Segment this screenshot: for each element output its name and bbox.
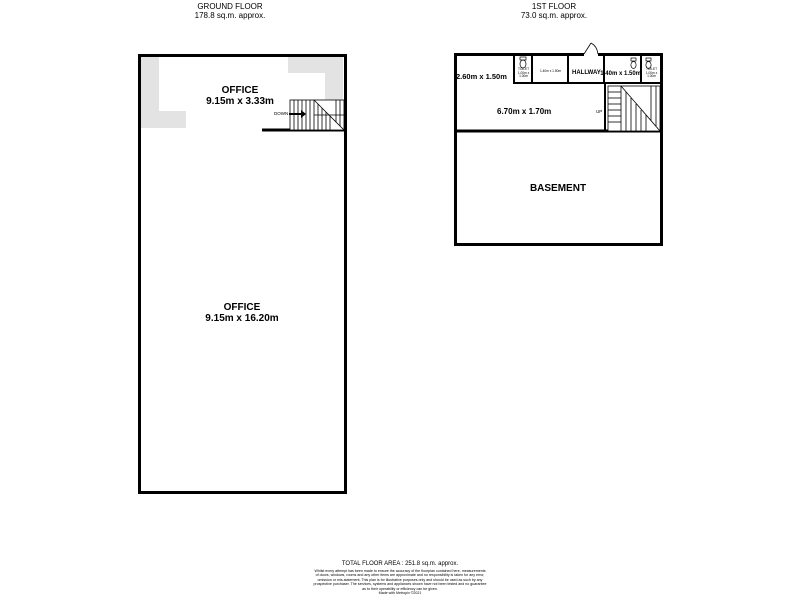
ground-stair-label: DOWN bbox=[274, 111, 289, 116]
toilet-left-label bbox=[515, 68, 532, 79]
ground-floor-plan bbox=[140, 56, 347, 493]
ground-floor-title: GROUND FLOOR bbox=[197, 2, 263, 11]
toilet-left-dims: 1.00m x 1.00m bbox=[517, 70, 530, 79]
disclaimer-line: as to their operability or efficiency can be given. bbox=[362, 586, 438, 591]
office-top-label bbox=[180, 85, 300, 107]
right-room-dims: 1.40m x 1.50m bbox=[600, 71, 641, 77]
ground-floor-area: 178.8 sq.m. approx. bbox=[194, 11, 266, 20]
office-top-name: OFFICE bbox=[221, 85, 259, 96]
hallway-label: HALLWAY bbox=[572, 70, 601, 76]
disclaimer-line: omission or mis-statement. This plan is for illustrative purposes only and should be used as such by any bbox=[317, 577, 483, 582]
disclaimer-line: prospective purchaser. The services, systems and appliances shown have not been tested and no guarantee bbox=[313, 582, 487, 587]
disclaimer-block bbox=[265, 569, 535, 595]
first-floor-staircase bbox=[608, 86, 660, 131]
disclaimer-line: Made with Metropix ©2021 bbox=[378, 591, 422, 596]
first-floor-title: 1ST FLOOR bbox=[531, 2, 577, 11]
office-main-name: OFFICE bbox=[223, 302, 261, 313]
first-floor-header bbox=[484, 2, 624, 20]
first-floor-area: 73.0 sq.m. approx. bbox=[520, 11, 588, 20]
first-stair-label: UP bbox=[596, 109, 603, 114]
office-top-dims: 9.15m x 3.33m bbox=[206, 96, 274, 107]
toilet-left-name: TOILET bbox=[517, 67, 530, 71]
toilet-right-dims: 1.00m x 1.00m bbox=[645, 70, 658, 79]
total-floor-area: TOTAL FLOOR AREA : 251.8 sq.m. approx. bbox=[341, 561, 459, 567]
toilet-right-name: TOILET bbox=[645, 67, 658, 71]
disclaimer-line: of doors, windows, rooms and any other items are approximate and no responsibility is taken for any error, bbox=[315, 573, 485, 578]
ground-floor-header bbox=[160, 2, 300, 20]
left-room-dims: 2.60m x 1.50m bbox=[456, 72, 507, 81]
office-main-label bbox=[172, 302, 312, 324]
toilet-right-label bbox=[642, 68, 661, 79]
office-main-dims: 9.15m x 16.20m bbox=[205, 313, 279, 324]
disclaimer-line: Whilst every attempt has been made to ensure the accuracy of the floorplan contained here, measurements bbox=[314, 569, 486, 573]
main-room-dims: 6.70m x 1.70m bbox=[497, 107, 552, 116]
small-room-dims: 1.40m x 1.50m bbox=[539, 69, 562, 73]
basement-label: BASEMENT bbox=[529, 183, 587, 194]
